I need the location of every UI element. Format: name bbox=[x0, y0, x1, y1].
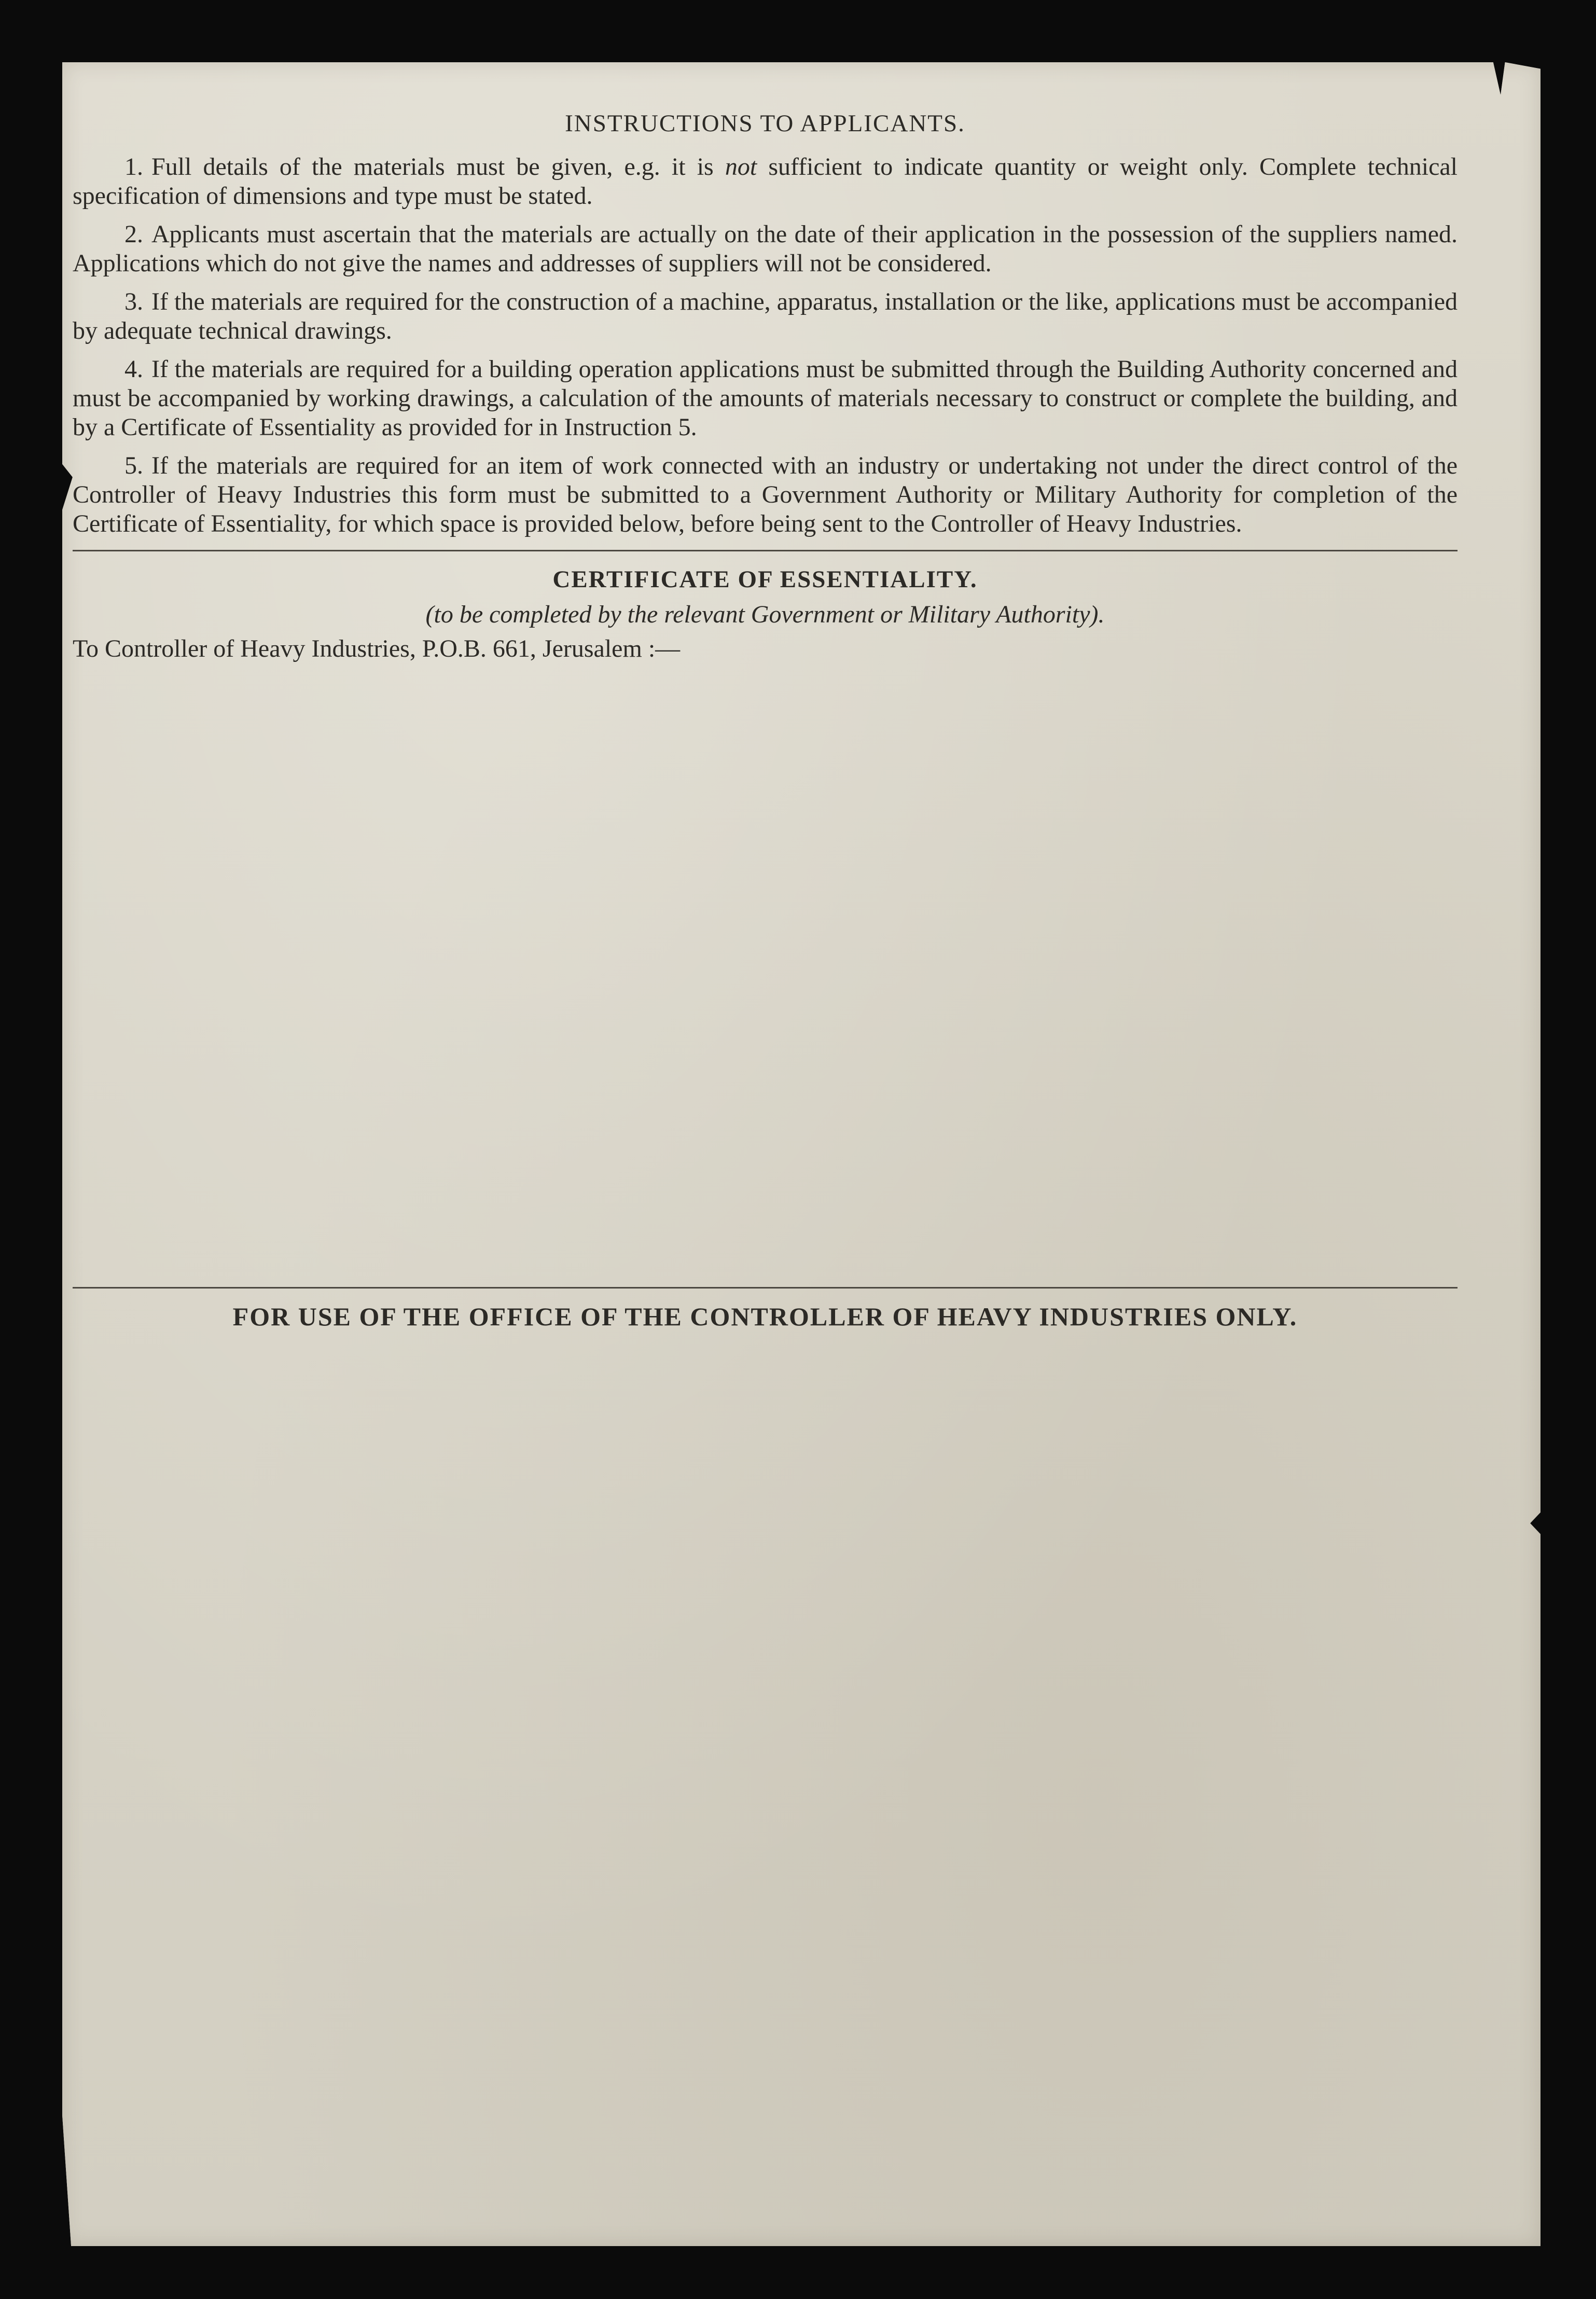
form-content bbox=[73, 109, 1458, 1331]
instruction-text: sufficient to indicate quantity or weight only. Complete technical specification of dimensions and type must be stated. bbox=[73, 153, 1458, 210]
certificate-subheading: (to be completed by the relevant Government or Military Authority). bbox=[425, 601, 1105, 628]
instruction-item-4 bbox=[73, 355, 1458, 442]
instruction-number: 3. bbox=[124, 288, 143, 315]
instruction-number: 5. bbox=[124, 452, 143, 479]
instructions-heading: INSTRUCTIONS TO APPLICANTS. bbox=[565, 110, 965, 137]
instruction-number: 1. bbox=[124, 153, 143, 181]
certificate-heading: CERTIFICATE OF ESSENTIALITY. bbox=[552, 566, 978, 593]
instruction-number: 2. bbox=[124, 220, 143, 248]
instruction-item-5 bbox=[73, 451, 1458, 538]
instruction-item-1 bbox=[73, 153, 1458, 211]
instruction-text: If the materials are required for an item of work connected with an industry or undertaking not under the direct control of the Controller of Heavy Industries this form must be submitted to a Government Authority or Military Authority for completion of the Certificate of Essentiality, for which space is provided below, before being sent to the Controller of Heavy Industries. bbox=[73, 452, 1458, 537]
certificate-blank-area bbox=[73, 663, 1458, 1276]
instruction-item-2 bbox=[73, 220, 1458, 278]
instruction-text: If the materials are required for a building operation applications must be submitted through the Building Authority concerned and must be accompanied by working drawings, a calculation of the amounts of materials necessary to construct or complete the building, and by a Certificate of Essentiality as provided for in Instruction 5. bbox=[73, 355, 1458, 441]
section-divider bbox=[73, 550, 1458, 551]
section-divider bbox=[73, 1287, 1458, 1289]
instruction-number: 4. bbox=[124, 355, 143, 383]
instruction-text: Applicants must ascertain that the materials are actually on the date of their application in the possession of the suppliers named. Applications which do not give the names and addresses of suppliers will not be considered. bbox=[73, 220, 1458, 277]
instruction-text: If the materials are required for the construction of a machine, apparatus, installation or the like, applications must be accompanied by adequate technical drawings. bbox=[73, 288, 1458, 344]
instruction-text: Full details of the materials must be given, e.g. it is bbox=[151, 153, 725, 181]
certificate-addressee: To Controller of Heavy Industries, P.O.B. 661, Jerusalem :— bbox=[73, 635, 681, 662]
instruction-item-3 bbox=[73, 287, 1458, 345]
instruction-emphasis: not bbox=[725, 153, 757, 181]
office-use-heading: FOR USE OF THE OFFICE OF THE CONTROLLER OF HEAVY INDUSTRIES ONLY. bbox=[232, 1302, 1298, 1331]
